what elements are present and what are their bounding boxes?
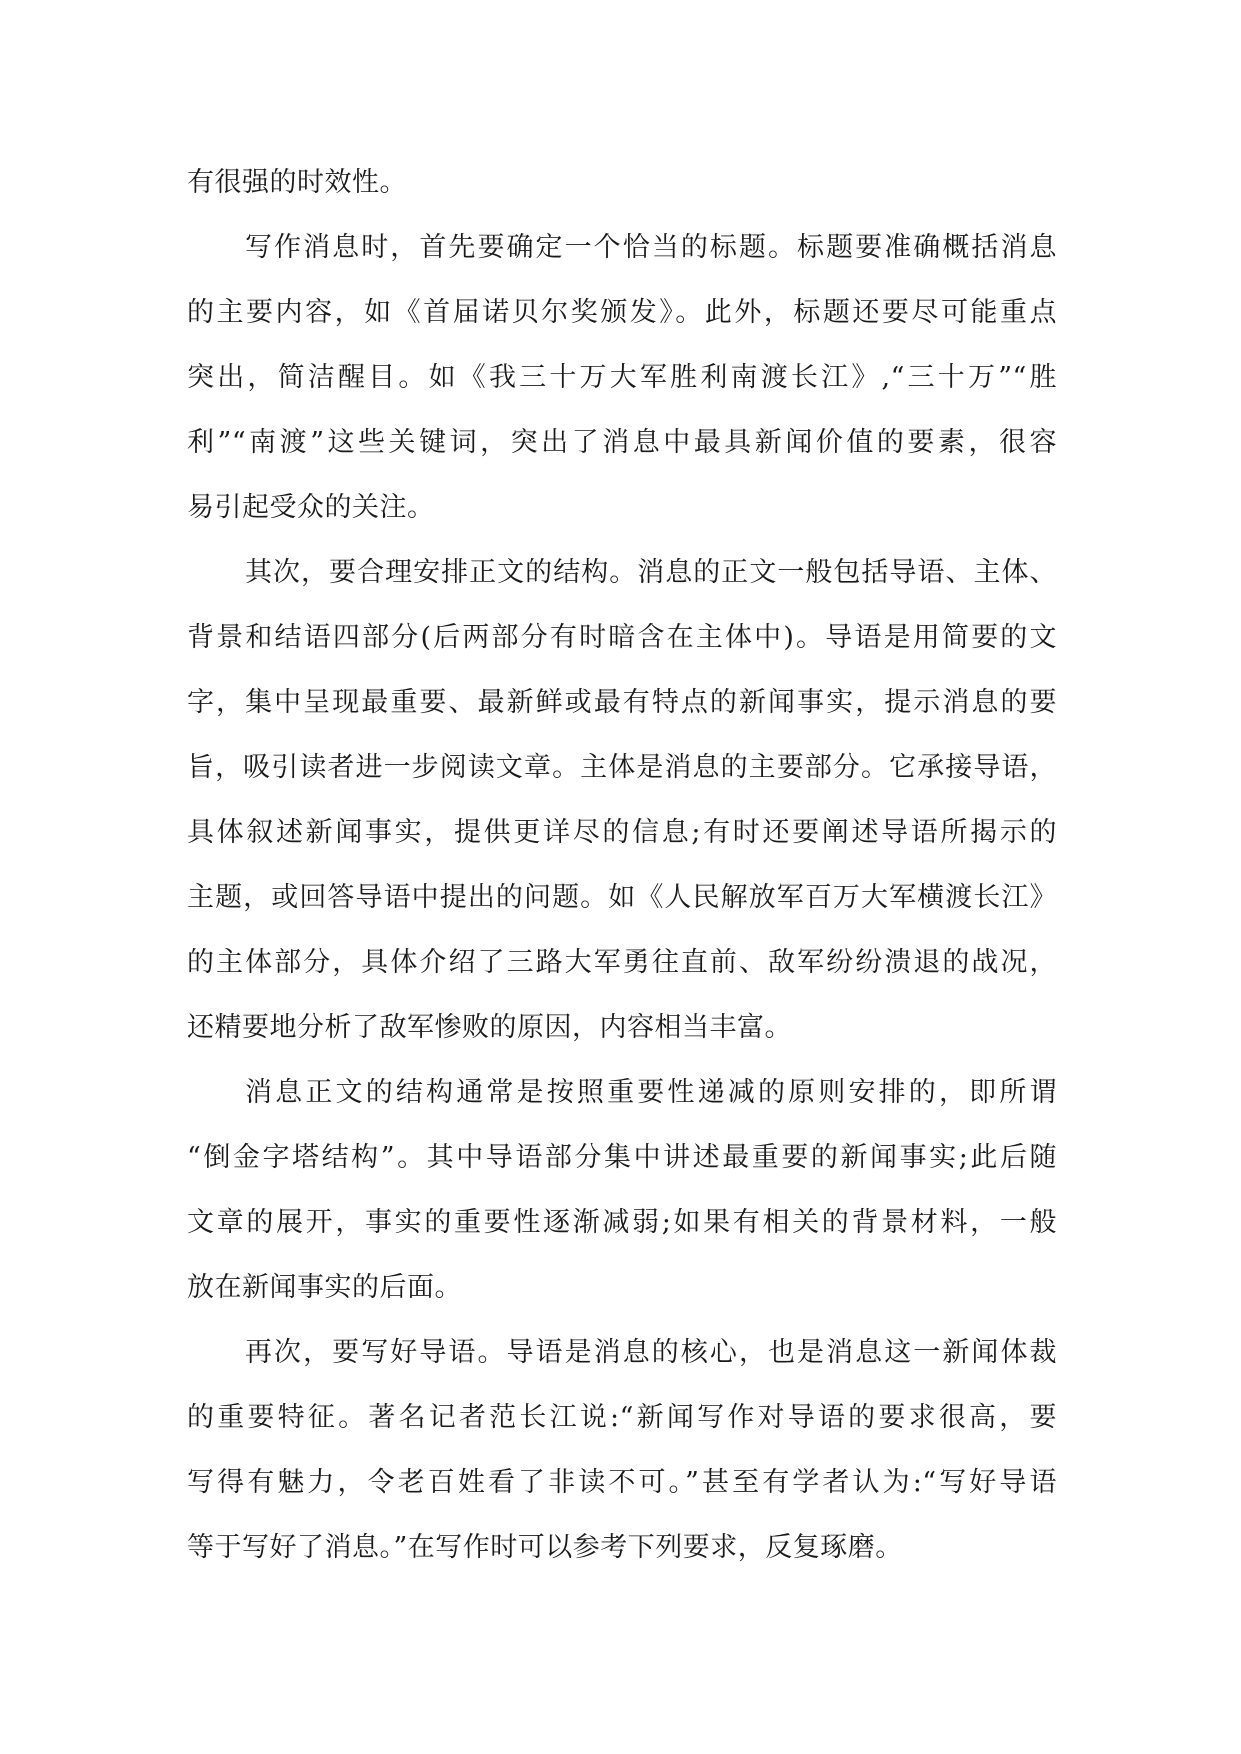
text-line: 突出，简洁醒目。如《我三十万大军胜利南渡长江》,“三十万”“胜 (187, 362, 1057, 393)
text-line: 等于写好了消息。”在写作时可以参考下列要求，反复琢磨。 (187, 1532, 903, 1563)
text-line: “倒金字塔结构”。其中导语部分集中讲述最重要的新闻事实;此后随 (187, 1142, 1057, 1173)
text-line: 背景和结语四部分(后两部分有时暗含在主体中)。导语是用简要的文 (187, 622, 1057, 653)
paragraph-first-line: 写作消息时，首先要确定一个恰当的标题。标题要准确概括消息 (245, 232, 1057, 263)
body-text (187, 150, 1057, 1580)
text-line: 的主要内容，如《首届诺贝尔奖颁发》。此外，标题还要尽可能重点 (187, 297, 1057, 328)
text-line: 主题，或回答导语中提出的问题。如《人民解放军百万大军横渡长江》 (187, 882, 1057, 913)
text-line: 还精要地分析了敌军惨败的原因，内容相当丰富。 (187, 1012, 792, 1043)
text-line: 易引起受众的关注。 (187, 492, 435, 523)
paragraph-first-line: 消息正文的结构通常是按照重要性递减的原则安排的，即所谓 (245, 1077, 1057, 1108)
paragraph-first-line: 其次，要合理安排正文的结构。消息的正文一般包括导语、主体、 (245, 557, 1057, 588)
text-line: 放在新闻事实的后面。 (187, 1272, 462, 1303)
text-line: 文章的展开，事实的重要性逐渐减弱;如果有相关的背景材料，一般 (187, 1207, 1057, 1238)
text-line: 具体叙述新闻事实，提供更详尽的信息;有时还要阐述导语所揭示的 (187, 817, 1057, 848)
text-line: 字，集中呈现最重要、最新鲜或最有特点的新闻事实，提示消息的要 (187, 687, 1057, 718)
paragraph-first-line: 再次，要写好导语。导语是消息的核心，也是消息这一新闻体裁 (245, 1337, 1057, 1368)
text-line: 的重要特征。著名记者范长江说:“新闻写作对导语的要求很高，要 (187, 1402, 1057, 1433)
text-line: 有很强的时效性。 (187, 167, 407, 198)
text-line: 旨，吸引读者进一步阅读文章。主体是消息的主要部分。它承接导语， (187, 752, 1057, 783)
text-line: 的主体部分，具体介绍了三路大军勇往直前、敌军纷纷溃退的战况， (187, 947, 1057, 978)
text-line: 写得有魅力，令老百姓看了非读不可。”甚至有学者认为:“写好导语 (187, 1467, 1057, 1498)
text-line: 利”“南渡”这些关键词，突出了消息中最具新闻价值的要素，很容 (187, 427, 1057, 458)
